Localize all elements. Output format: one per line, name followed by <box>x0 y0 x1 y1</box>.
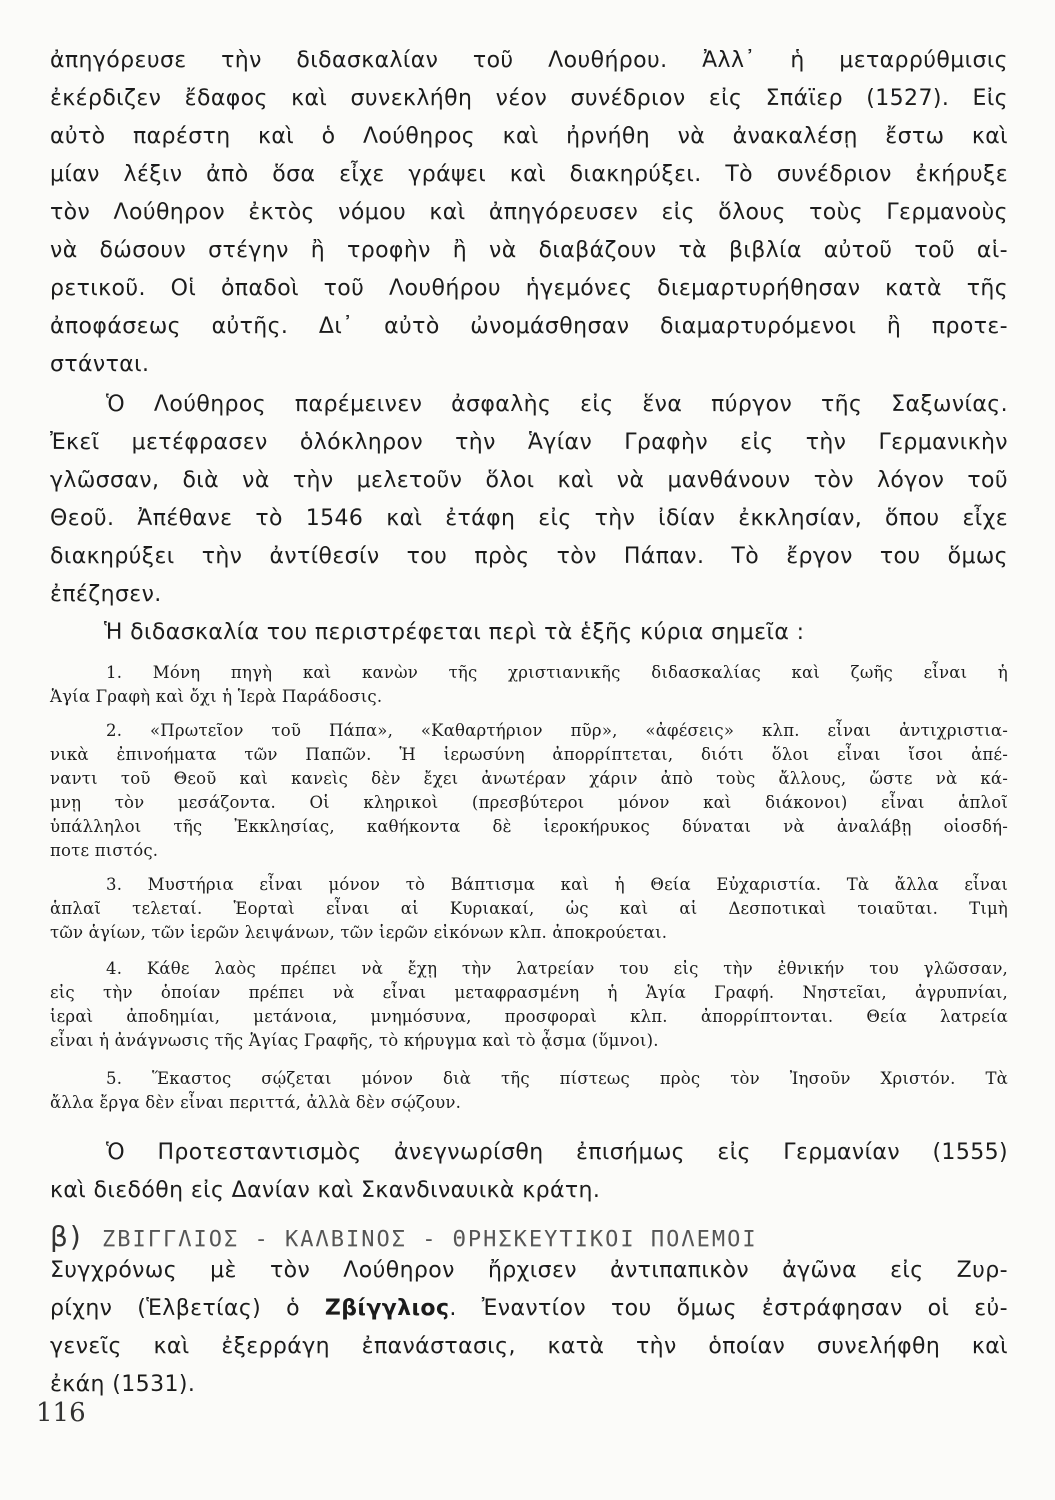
list-item-line: 5. Ἕκαστος σῴζεται μόνον διὰ τῆς πίστεως πρὸς τὸν Ἰησοῦν Χριστόν. Τὰ <box>106 1069 1008 1088</box>
text-line: ἐκάη (1531). <box>50 1372 196 1397</box>
section-title: ΖΒΙΓΓΛΙΟΣ - ΚΑΛΒΙΝΟΣ - ΘΡΗΣΚΕΥΤΙΚΟΙ ΠΟΛΕΜΟΙ <box>102 1227 758 1252</box>
list-item-line: 3. Μυστήρια εἶναι μόνον τὸ Βάπτισμα καὶ ἡ Θεία Εὐχαριστία. Τὰ ἄλλα εἶναι <box>106 875 1008 894</box>
text-line <box>50 1294 1008 1324</box>
text-line: Ἐκεῖ μετέφρασεν ὁλόκληρον τὴν Ἁγίαν Γραφὴν εἰς τὴν Γερμανικὴν <box>50 430 1008 455</box>
list-item-line: τῶν ἁγίων, τῶν ἱερῶν λειψάνων, τῶν ἱερῶν εἰκόνων κλπ. ἀποκρούεται. <box>50 923 668 942</box>
text-line: Θεοῦ. Ἀπέθανε τὸ 1546 καὶ ἐτάφη εἰς τὴν ἰδίαν ἐκκλησίαν, ὅπου εἶχε <box>50 506 1008 531</box>
list-item-line: 4. Κάθε λαὸς πρέπει νὰ ἔχῃ τὴν λατρείαν του εἰς τὴν ἐθνικήν του γλῶσσαν, <box>106 959 1008 978</box>
text-line: γλῶσσαν, διὰ νὰ τὴν μελετοῦν ὅλοι καὶ νὰ μανθάνουν τὸν λόγον τοῦ <box>50 468 1008 493</box>
list-item-line: ναντι τοῦ Θεοῦ καὶ κανεὶς δὲν ἔχει ἀνωτέραν χάριν ἀπὸ τοὺς ἄλλους, ὥστε νὰ κά- <box>50 769 1008 788</box>
text-line: Ὁ Λούθηρος παρέμεινεν ἀσφαλὴς εἰς ἕνα πύργον τῆς Σαξωνίας. <box>106 392 1008 417</box>
text-fragment: . Ἐναντίον του ὅμως ἐστράφησαν οἱ εὐ- <box>449 1296 1008 1321</box>
list-item-line: Ἁγία Γραφὴ καὶ ὄχι ἡ Ἱερὰ Παράδοσις. <box>50 687 383 706</box>
list-item-line: ἱεραὶ ἀποδημίαι, μετάνοια, μνημόσυνα, προσφοραὶ κλπ. ἀπορρίπτονται. Θεία λατρεία <box>50 1007 1008 1026</box>
page-number: 116 <box>36 1398 86 1428</box>
list-intro: Ἡ διδασκαλία του περιστρέφεται περὶ τὰ ἑξῆς κύρια σημεῖα : <box>104 620 805 645</box>
text-line: διακηρύξει τὴν ἀντίθεσίν του πρὸς τὸν Πάπαν. Τὸ ἔργον του ὅμως <box>50 544 1008 569</box>
text-line: ἀπηγόρευσε τὴν διδασκαλίαν τοῦ Λουθήρου. Ἀλλ᾽ ἡ μεταρρύθμισις <box>50 48 1008 73</box>
list-item-line: ἄλλα ἔργα δὲν εἶναι περιττά, ἀλλὰ δὲν σῴζουν. <box>50 1093 462 1112</box>
text-line: ἐπέζησεν. <box>50 582 162 607</box>
list-item-line: ὑπάλληλοι τῆς Ἐκκλησίας, καθήκοντα δὲ ἱεροκήρυκος δύναται νὰ ἀναλάβῃ οἱοσδή- <box>50 817 1008 836</box>
text-line: ρετικοῦ. Οἱ ὀπαδοὶ τοῦ Λουθήρου ἡγεμόνες διεμαρτυρήθησαν κατὰ τῆς <box>50 276 1008 301</box>
list-item-line: ἁπλαῖ τελεταί. Ἑορταὶ εἶναι αἱ Κυριακαί, ὡς καὶ αἱ Δεσποτικαὶ τοιαῦται. Τιμὴ <box>50 899 1008 918</box>
text-line: στάνται. <box>50 352 150 377</box>
list-item-line: εἶναι ἡ ἀνάγνωσις τῆς Ἁγίας Γραφῆς, τὸ κήρυγμα καὶ τὸ ᾆσμα (ὕμνοι). <box>50 1031 659 1050</box>
text-line: ἀποφάσεως αὐτῆς. Δι᾽ αὐτὸ ὠνομάσθησαν διαμαρτυρόμενοι ἢ προτε- <box>50 314 1008 339</box>
text-line: Συγχρόνως μὲ τὸν Λούθηρον ἤρχισεν ἀντιπαπικὸν ἀγῶνα εἰς Ζυρ- <box>50 1258 1008 1283</box>
section-marker: β) <box>50 1220 83 1253</box>
list-item-line: 2. «Πρωτεῖον τοῦ Πάπα», «Καθαρτήριον πῦρ», «ἀφέσεις» κλπ. εἶναι ἀντιχριστια- <box>106 721 1008 740</box>
emphasized-name: Ζβίγγλιος <box>324 1296 450 1321</box>
text-fragment: ρίχην (Ἑλβετίας) ὁ <box>50 1296 325 1321</box>
text-line: γενεῖς καὶ ἐξερράγη ἐπανάστασις, κατὰ τὴν ὁποίαν συνελήφθη καὶ <box>50 1334 1008 1359</box>
text-line: ἐκέρδιζεν ἔδαφος καὶ συνεκλήθη νέον συνέδριον εἰς Σπάϊερ (1527). Εἰς <box>50 86 1008 111</box>
text-line: Ὁ Προτεσταντισμὸς ἀνεγνωρίσθη ἐπισήμως εἰς Γερμανίαν (1555) <box>106 1140 1008 1165</box>
list-item-line: ποτε πιστός. <box>50 841 159 860</box>
text-line: καὶ διεδόθη εἰς Δανίαν καὶ Σκανδιναυικὰ κράτη. <box>50 1178 601 1203</box>
list-item-line: νικὰ ἐπινοήματα τῶν Παπῶν. Ἡ ἱερωσύνη ἀπορρίπτεται, διότι ὅλοι εἶναι ἴσοι ἀπέ- <box>50 745 1008 764</box>
list-item-line: 1. Μόνη πηγὴ καὶ κανὼν τῆς χριστιανικῆς διδασκαλίας καὶ ζωῆς εἶναι ἡ <box>106 663 1008 682</box>
list-item-line: εἰς τὴν ὁποίαν πρέπει νὰ εἶναι μεταφρασμένη ἡ Ἁγία Γραφή. Νηστεῖαι, ἀγρυπνίαι, <box>50 983 1008 1002</box>
section-heading <box>50 1222 758 1255</box>
text-line: μίαν λέξιν ἀπὸ ὅσα εἶχε γράψει καὶ διακηρύξει. Τὸ συνέδριον ἐκήρυξε <box>50 162 1008 187</box>
text-line: νὰ δώσουν στέγην ἢ τροφὴν ἢ νὰ διαβάζουν τὰ βιβλία αὐτοῦ τοῦ αἱ- <box>50 238 1008 263</box>
text-line: αὐτὸ παρέστη καὶ ὁ Λούθηρος καὶ ἠρνήθη νὰ ἀνακαλέσῃ ἔστω καὶ <box>50 124 1008 149</box>
list-item-line: μνῃ τὸν μεσάζοντα. Οἱ κληρικοὶ (πρεσβύτεροι μόνον καὶ διάκονοι) εἶναι ἁπλοῖ <box>50 793 1008 812</box>
text-line: τὸν Λούθηρον ἐκτὸς νόμου καὶ ἀπηγόρευσεν εἰς ὅλους τοὺς Γερμανοὺς <box>50 200 1008 225</box>
